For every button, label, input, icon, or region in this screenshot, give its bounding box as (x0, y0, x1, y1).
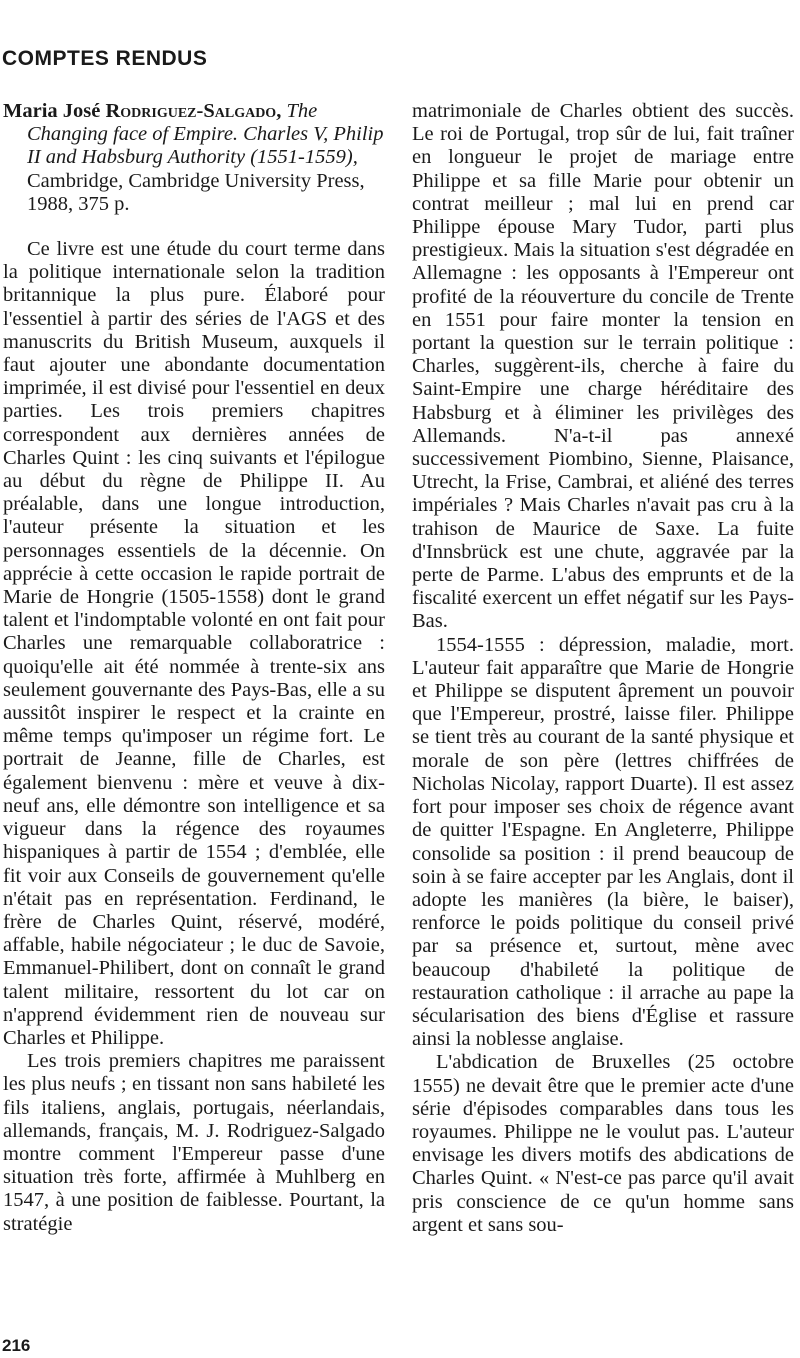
review-paragraph: Les trois premiers chapitres me paraissent les plus neufs ; en tissant non sans habileté les fils italiens, anglais, portugais, néerlandais, allemands, français, M. J. Rodriguez-Salgado montre comment l'Empereur passe d'une situation très forte, affirmée à Muhlberg en 1547, à une position de faiblesse. Pourtant, la stratégie (3, 1050, 385, 1235)
review-paragraph: matrimoniale de Charles obtient des succès. Le roi de Portugal, trop sûr de lui, fait traîner en longueur le projet de mariage entre Philippe et sa fille Marie pour obtenir un contrat meilleur ; mal lui en prend car Philippe épouse Mary Tudor, parti plus prestigieux. Mais la situation s'est dégradée en Allemagne : les opposants à l'Empereur ont profité de la réouverture du concile de Trente en 1551 pour faire monter la tension en portant la question sur le terrain politique : Charles, suggèrent-ils, cherche à faire du Saint-Empire une charge héréditaire des Habsburg et à éliminer les privilèges des Allemands. N'a-t-il pas annexé successivement Piombino, Sienne, Plaisance, Utrecht, la Frise, Cambrai, et aliéné des terres impériales ? Mais Charles n'avait pas cru à la trahison de Maurice de Saxe. La fuite d'Innsbrück est une chute, aggravée par la perte de Parme. L'abus des emprunts et de la fiscalité exercent un effet négatif sur les Pays-Bas. (412, 100, 794, 633)
book-citation (3, 100, 385, 216)
right-column (412, 100, 794, 1237)
author-given-name: Maria José (3, 100, 101, 122)
book-publisher: Cambridge, Cambridge University Press, 1988, 375 p. (27, 169, 365, 215)
page-number: 216 (2, 1336, 31, 1355)
review-paragraph: 1554-1555 : dépression, maladie, mort. L'auteur fait apparaître que Marie de Hongrie et Philippe se disputent âprement un pouvoir que l'Empereur, prostré, laisse filer. Philippe se tient très au courant de la santé physique et morale de son père (lettres chiffrées de Nicholas Nicolay, rapport Duarte). Il est assez fort pour imposer ses choix de régence avant de quitter l'Espagne. En Angleterre, Philippe consolide sa position : il prend beaucoup de soin à se faire accepter par les Anglais, dont il adopte les manières (la bière, le baiser), renforce le poids politique du conseil privé par sa présence et, surtout, mène avec beaucoup d'habileté la politique de restauration catholique : il arrache au pape la sécularisation des biens d'Église et rassure ainsi la noblesse anglaise. (412, 633, 794, 1051)
review-paragraph: L'abdication de Bruxelles (25 octobre 1555) ne devait être que le premier acte d'une série d'épisodes comparables dans tous les royaumes. Philippe ne le voulut pas. L'auteur envisage les divers motifs des abdications de Charles Quint. « N'est-ce pas parce qu'il avait pris conscience de ce qu'un homme sans argent et sans sou- (412, 1051, 794, 1236)
book-title: The Changing face of Empire. Charles V, Philip II and Habsburg Authority (1551-1559), (27, 100, 384, 169)
left-column (3, 100, 385, 1236)
review-paragraph: Ce livre est une étude du court terme dans la politique internationale selon la tradition britannique la plus pure. Élaboré pour l'essentiel à partir des séries de l'AGS et des manuscrits du British Museum, auxquels il faut ajouter une abondante documentation imprimée, il est divisé pour l'essentiel en deux parties. Les trois premiers chapitres correspondent aux dernières années de Charles Quint : les cinq suivants et l'épilogue au début du règne de Philippe II. Au préalable, dans une longue introduction, l'auteur présente la situation et les personnages essentiels de la décennie. On apprécie à cette occasion le rapide portrait de Marie de Hongrie (1505-1558) dont le grand talent et l'indomptable volonté en ont fait pour Charles une remarquable collaboratrice : quoiqu'elle ait été nommée à trente-six ans seulement gouvernante des Pays-Bas, elle a su aussitôt inspirer le respect et la crainte en même temps qu'imposer un régime fort. Le portrait de Jeanne, fille de Charles, est également bienvenu : mère et veuve à dix-neuf ans, elle démontre son intelligence et sa vigueur dans la régence des royaumes hispaniques à partir de 1554 ; d'emblée, elle fit voir aux Conseils de gouvernement qu'elle n'était pas en représentation. Ferdinand, le frère de Charles Quint, réservé, modéré, affable, habile négociateur ; le duc de Savoie, Emmanuel-Philibert, dont on connaît le grand talent militaire, ressortent du lot car on n'apprend évidemment rien de nouveau sur Charles et Philippe. (3, 238, 385, 1049)
author-surname: Rodriguez-Salgado, (105, 100, 282, 122)
section-title: COMPTES RENDUS (2, 47, 208, 70)
